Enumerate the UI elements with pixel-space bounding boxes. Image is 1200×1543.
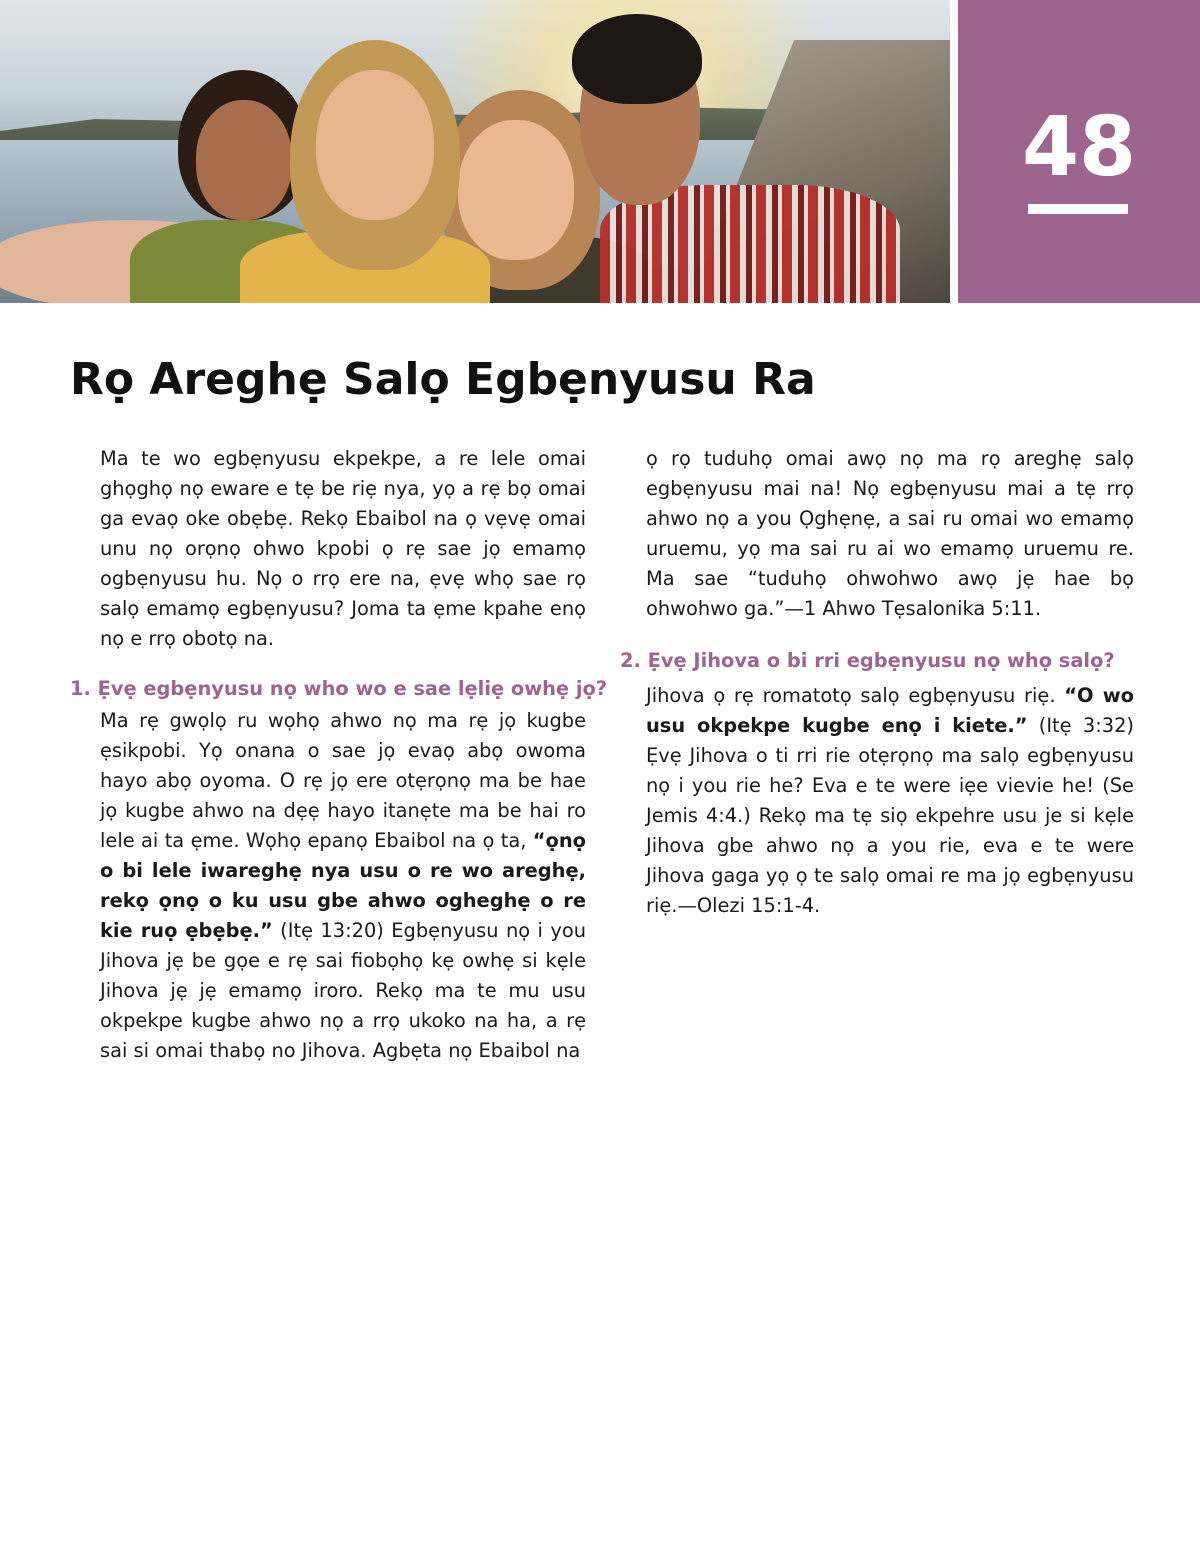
section-1-paragraph — [100, 706, 586, 1066]
section-1-text-after: (Itẹ 13:20) Egbẹnyusu nọ i you Jihova jẹ be gọe e rẹ sai fiobọhọ kẹ owhẹ si kẹle Jihova jẹ jẹ emamọ iroro. Rekọ ma te mu usu okpekpe kugbe ahwo nọ a rrọ ukoko na ha, a rẹ sai si omai thabọ no Jihova. Agbẹta nọ Ebaibol na — [100, 919, 586, 1062]
chapter-underline — [1028, 204, 1128, 214]
section-2-paragraph-container — [646, 681, 1134, 921]
header-photo — [0, 0, 950, 303]
chapter-badge — [958, 0, 1200, 303]
section-1-paragraph-continued-text: ọ rọ tuduhọ omai awọ nọ ma rọ areghẹ salọ egbẹnyusu mai na! Nọ egbẹnyusu mai a tẹ rrọ ahwo nọ a you Ọghẹnẹ, a sai ru omai wo emamọ uruemu, yọ ma sai ru ai wo emamọ uruemu re. Ma sae “tuduhọ ohwohwo awọ jẹ hae bọ ohwohwo ga.”—1 Ahwo Tẹsalonika 5:11. — [646, 447, 1134, 620]
friend-4-hair — [572, 14, 702, 104]
intro-paragraph: Ma te wo egbẹnyusu ekpekpe, a re lele omai ghọghọ nọ eware e tẹ be riẹ nya, yọ a rẹ bọ omai ga evaọ oke obẹbẹ. Rekọ Ebaibol na ọ vẹvẹ omai unu nọ orọnọ ohwo kpobi ọ rẹ sae jọ emamọ ogbẹnyusu hu. Nọ o rrọ ere na, ẹvẹ whọ sae rọ salọ emamọ egbẹnyusu? Joma ta ẹme kpahe enọ nọ e rrọ obotọ na. — [100, 447, 586, 650]
section-2-scripture-quote: “O wo usu okpekpe kugbe enọ i kiete.” — [646, 684, 1134, 737]
intro-paragraph-container — [100, 444, 586, 654]
section-2-text-before: Jihova ọ rẹ romatotọ salọ egbẹnyusu riẹ. — [646, 684, 1065, 707]
chapter-number: 48 — [1021, 100, 1137, 195]
friend-2-face — [316, 70, 434, 220]
friend-3-face — [458, 120, 574, 260]
lesson-title: Rọ Areghẹ Salọ Egbẹnyusu Ra — [70, 354, 816, 405]
section-1-paragraph-container — [100, 706, 586, 1066]
section-1-paragraph-continued — [646, 444, 1134, 624]
section-1-scripture-quote: “ọnọ o bi lele iwareghẹ nya usu o re wo areghẹ, rekọ ọnọ o ku usu gbe ahwo ogheghẹ o re kie ruọ ẹbẹbẹ.” — [100, 829, 586, 942]
section-2-paragraph — [646, 681, 1134, 921]
section-2-text-after: (Itẹ 3:32) Ẹvẹ Jihova o ti rri rie otẹrọnọ ma salọ egbẹnyusu nọ i you rie he? Eva e te were iẹe vievie he! (Se Jemis 4:4.) Rekọ ma tẹ siọ ekpehre usu je si kẹle Jihova gbe ahwo nọ a you rie, eva e te were Jihova gaga yọ ọ te salọ omai re ma jọ egbẹnyusu riẹ.—Olezi 15:1-4. — [646, 714, 1134, 917]
section-1-text-before: Ma rẹ gwọlọ ru wọhọ ahwo nọ ma rẹ jọ kugbe ẹsikpobi. Yọ onana o sae jọ evaọ abọ owoma hayo abọ oyoma. O rẹ jọ ere otẹrọnọ ma be hae jọ kugbe ahwo na dẹẹ hayo itanẹte ma be hai ro lele ai ta ẹme. Wọhọ epanọ Ebaibol na ọ ta, — [100, 709, 586, 852]
section-1-question: 1. Ẹvẹ egbẹnyusu nọ who wo e sae lẹliẹ owhẹ jọ? — [70, 677, 608, 700]
friend-1-face — [196, 100, 292, 220]
section-2-question: 2. Ẹvẹ Jihova o bi rri egbẹnyusu nọ whọ salọ? — [620, 649, 1115, 672]
